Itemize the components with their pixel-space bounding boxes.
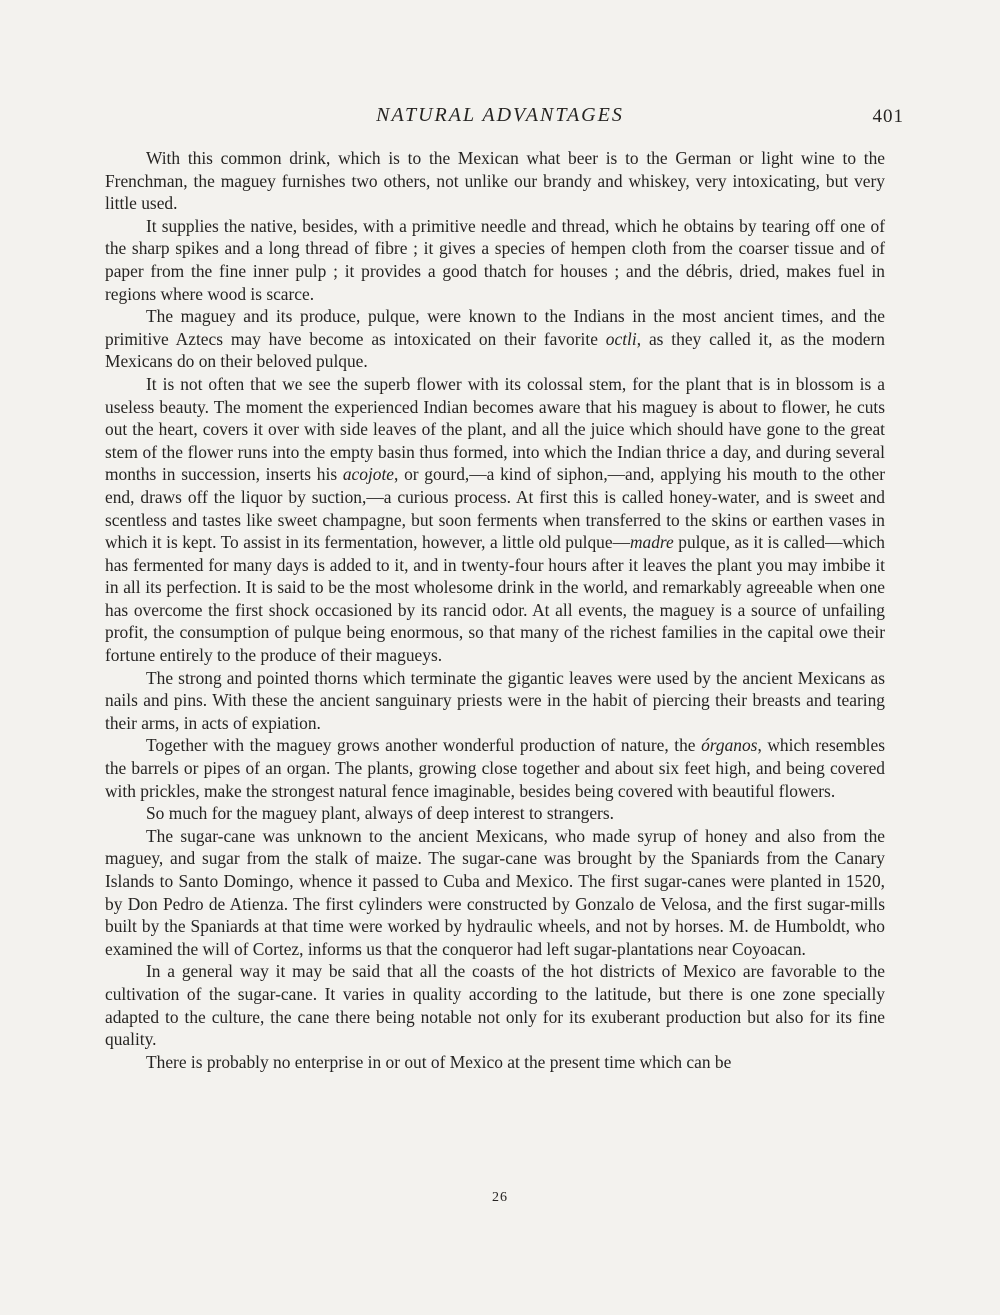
text-run: , as they called it, as the modern Mexicans do on their beloved pulque. bbox=[105, 328, 886, 372]
text-run: It supplies the native, besides, with a primitive needle and thread, which he obtains by tearing off one of the sharp spikes and a long thread of fibre ; it gives a species of hempen cloth from the coarser tissue and of paper from the fine inner pulp ; it provides a good thatch for houses ; and the débris, dried, makes fuel in regions where wood is scarce. bbox=[105, 215, 885, 304]
text-run: In a general way it may be said that all the coasts of the hot districts of Mexico are favorable to the cultivation of the sugar-cane. It varies in quality according to the latitude, but there is one zone specially adapted to the culture, the cane there being notable not only for its exuberant production but also for its fine quality. bbox=[105, 961, 885, 1050]
text-run: pulque, as it is called—which has fermented for many days is added to it, and in twenty-four hours after it leaves the plant you may imbibe it in all its perfection. It is said to be the most wholesome drink in the world, and remarkably agreeable when one has overcome the first shock occasioned by its rancid odor. At all events, the maguey is a source of unfailing profit, the consumption of pulque being enormous, so that many of the richest families in the capital owe their fortune entirely to the produce of their magueys. bbox=[105, 532, 885, 666]
italic-term: acojote bbox=[342, 464, 395, 485]
italic-term: madre bbox=[629, 532, 674, 553]
text-run: With this common drink, which is to the Mexican what beer is to the German or light wine to the Frenchman, the maguey furnishes two others, not unlike our brandy and whiskey, very intoxicating, but very little used. bbox=[105, 148, 885, 214]
paragraph bbox=[105, 802, 885, 825]
paragraph bbox=[105, 825, 885, 961]
text-run: So much for the maguey plant, always of deep interest to strangers. bbox=[146, 803, 614, 824]
paragraph bbox=[105, 734, 885, 802]
paragraph bbox=[105, 215, 885, 305]
paragraph bbox=[105, 147, 885, 215]
paragraph bbox=[105, 373, 885, 667]
text-run: There is probably no enterprise in or out of Mexico at the present time which can be bbox=[146, 1051, 732, 1072]
paragraph bbox=[105, 667, 885, 735]
text-run: It is not often that we see the superb flower with its colossal stem, for the plant that is in blossom is a useless beauty. The moment the experienced Indian becomes aware that his maguey is about to flower, he cuts out the heart, covers it over with side leaves of the plant, and all the juice which should have gone to the great stem of the flower runs into the empty basin thus formed, into which the Indian thrice a day, and during several months in succession, inserts his bbox=[105, 373, 885, 485]
text-run: The sugar-cane was unknown to the ancient Mexicans, who made syrup of honey and also from the maguey, and sugar from the stalk of maize. The sugar-cane was brought by the Spaniards from the Canary Islands to Santo Domingo, whence it passed to Cuba and Mexico. The first sugar-canes were planted in 1520, by Don Pedro de Atienza. The first cylinders were constructed by Gonzalo de Velosa, and the first sugar-mills built by the Spaniards at that time were worked by hydraulic wheels, and not by horses. M. de Humboldt, who examined the will of Cortez, informs us that the conqueror had left sugar-plantations near Coyoacan. bbox=[105, 825, 885, 959]
text-run: , which resembles the barrels or pipes of an organ. The plants, growing close together and about six feet high, and being covered with prickles, make the strongest natural fence imaginable, besides being covered with beautiful flowers. bbox=[105, 735, 885, 801]
signature-mark: 26 bbox=[492, 1190, 508, 1205]
text-run: , or gourd,—a kind of siphon,—and, applying his mouth to the other end, draws off the liquor by suction,—a curious process. At first this is called honey-water, and is sweet and scentless and tastes like sweet champagne, but soon ferments when transferred to the skins or earthen vases in which it is kept. To assist in its fermentation, however, a little old pulque— bbox=[105, 464, 885, 553]
text-run: The maguey and its produce, pulque, were known to the Indians in the most ancient times, and the primitive Aztecs may have become as intoxicated on their favorite bbox=[105, 306, 885, 349]
paragraph bbox=[105, 960, 885, 1050]
italic-term: octli bbox=[605, 328, 637, 349]
paragraph bbox=[105, 305, 885, 373]
italic-term: órganos bbox=[701, 735, 758, 756]
body-text bbox=[105, 147, 885, 1073]
page-number: 401 bbox=[872, 106, 904, 127]
running-head bbox=[0, 104, 1000, 132]
running-title: NATURAL ADVANTAGES bbox=[376, 104, 624, 126]
paragraph bbox=[105, 1051, 885, 1074]
text-run: Together with the maguey grows another wonderful production of nature, the bbox=[146, 735, 702, 756]
text-run: The strong and pointed thorns which terminate the gigantic leaves were used by the ancient Mexicans as nails and pins. With these the ancient sanguinary priests were in the habit of piercing their breasts and tearing their arms, in acts of expiation. bbox=[105, 667, 885, 733]
